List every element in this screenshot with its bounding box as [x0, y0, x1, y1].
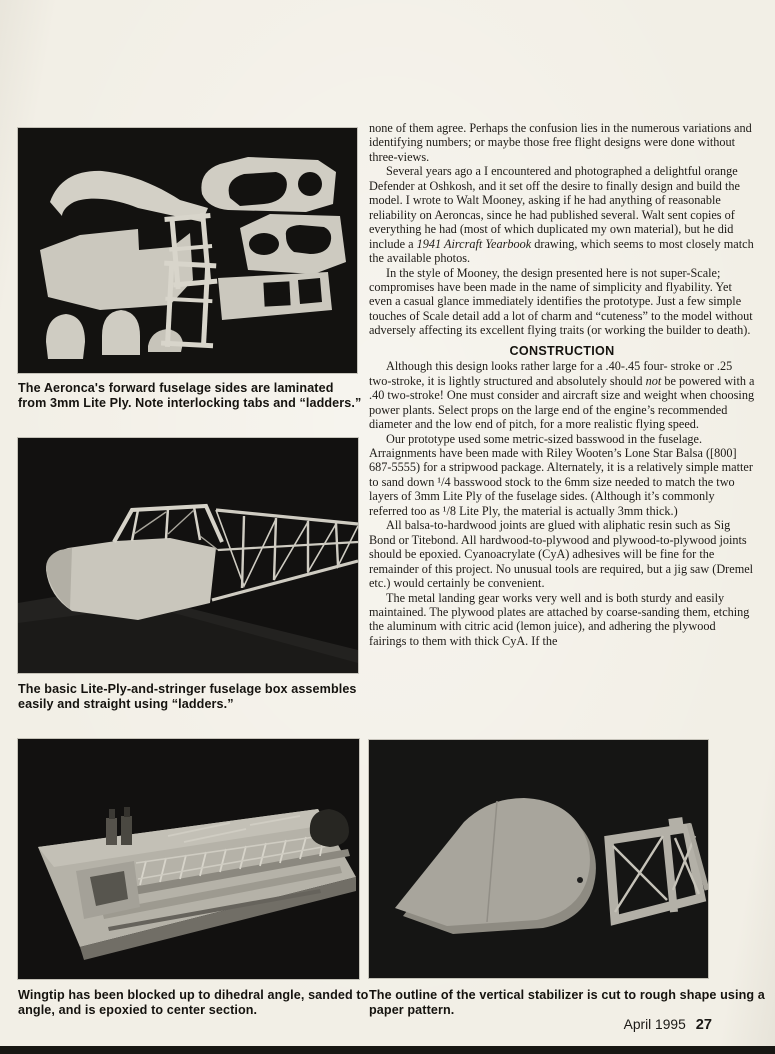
body-paragraph-6: All balsa-to-hardwood joints are glued with aliphatic resin such as Sig Bond or Titebond. All hardwood-to-plywood and plywood-to-plywood joints should be epoxied. Cyanoacrylate (CyA) adhesives will be fine for the remainder of this project. No unusual tools are required, but a jig saw (Dremel etc.) would certainly be convenient. — [369, 518, 754, 591]
photo-wing-on-board — [18, 739, 359, 979]
paragraph-2-text: Several years ago a I encountered and photographed a delightful orange Defender at Oshkosh, and it set off the desire to finally design and build the model. I wrote to Walt Mooney, asking if he had anything of reasonable reliability on Aeroncas, since he had published several. Walt sent copies of everything he had (most of which duplicated my own material), but he did include a — [369, 164, 740, 251]
paragraph-4-text: Although this design looks rather large for a .40-.45 four- stroke or .25 two-stroke, it is lightly structured and absolutely should — [369, 359, 733, 388]
paragraph-2-text-end: drawing, which seems to most closely match the available photos. — [369, 236, 754, 266]
body-paragraph-2 — [369, 164, 755, 265]
photo-caption-fuselage-parts: The Aeronca's forward fuselage sides are laminated from 3mm Lite Ply. Note interlocking tabs and “ladders.” — [18, 381, 362, 411]
body-paragraph-1: none of them agree. Perhaps the confusion lies in the numerous variations and identifying numbers; or maybe those free flight designs were done without three-views. — [369, 121, 752, 164]
photo-caption-fuselage-box: The basic Lite-Ply-and-stringer fuselage box assembles easily and straight using “ladders.” — [18, 682, 357, 712]
fuselage-parts-image — [18, 128, 357, 373]
page-footer — [624, 1017, 712, 1033]
photo-caption-wingtip: Wingtip has been blocked up to dihedral angle, sanded to angle, and is epoxied to center section. — [18, 988, 369, 1018]
emphasis-not-italic: not — [645, 373, 662, 388]
body-paragraph-3: In the style of Mooney, the design presented here is not super-Scale; compromises have been made in the name of simplicity and flyability. Yet even a casual glance immediately identifies the prototype. Just a few simple touches of Scale detail add a lot of charm and “cuteness” to the model without adversely affecting its excellent flying traits (or working the builder to death). — [369, 265, 753, 338]
photo-fuselage-parts — [18, 128, 357, 373]
photo-vertical-stabilizer — [369, 740, 708, 978]
wing-on-board-image — [18, 739, 359, 979]
vertical-stabilizer-image — [369, 740, 708, 978]
body-paragraph-4 — [369, 359, 755, 431]
photo-fuselage-box — [18, 438, 358, 673]
scan-edge-bar — [0, 1046, 775, 1054]
photo-caption-stabilizer: The outline of the vertical stabilizer is cut to rough shape using a paper pattern. — [369, 988, 765, 1018]
article-text-column — [369, 121, 755, 648]
construction-heading: CONSTRUCTION — [509, 343, 615, 358]
fuselage-box-image — [18, 438, 358, 673]
footer-page-number: 27 — [695, 1017, 712, 1033]
book-title-italic: 1941 Aircraft Yearbook — [416, 236, 532, 251]
paragraph-4-text-end: be powered with a .40 two-stroke! One must consider and aircraft size and weight when choosing power plants. Select props on the large end of the engine’s recommended diameter and the low end of pitch, for a more realistic flying speed. — [369, 373, 755, 432]
body-paragraph-7: The metal landing gear works very well and is both sturdy and easily maintained. The plywood plates are attached by coarse-sanding them, etching the aluminum with citric acid (lemon juice), and adhering the plywood fairings to them with thick CyA. If the — [369, 590, 750, 648]
body-paragraph-5: Our prototype used some metric-sized basswood in the fuselage. Arraignments have been made with Riley Wooten’s Lone Star Balsa ([800] 687-5555) for a stripwood package. Alternately, it is a relatively simple matter to sand down ¹/4 basswood stock to the 6mm size needed to match the two layers of 3mm Lite Ply of the fuselage sides. (Although it’s commonly referred too as ¹/8 Lite Ply, the material is actually 3mm thick.) — [369, 431, 753, 518]
footer-date: April 1995 — [623, 1017, 686, 1032]
